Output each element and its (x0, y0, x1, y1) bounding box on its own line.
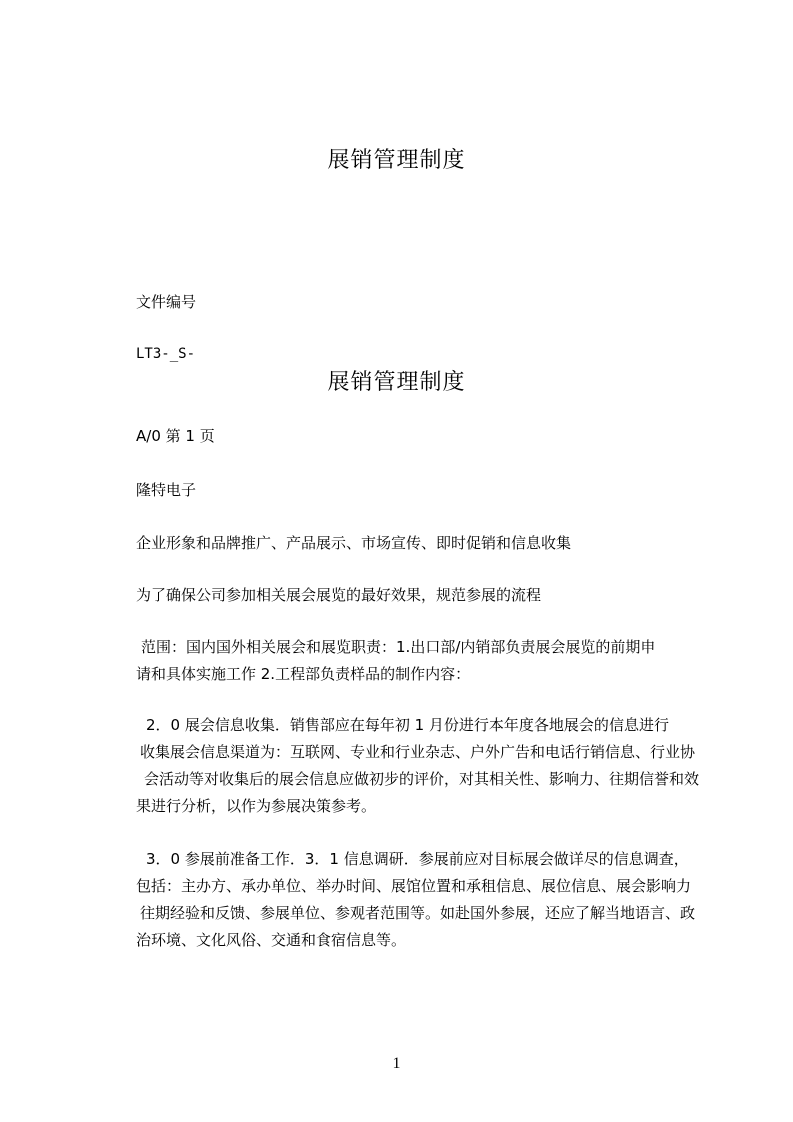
section-2-line: 会活动等对收集后的展会信息应做初步的评价，对其相关性、影响力、往期信誉和效 (144, 770, 700, 788)
file-number-value: LT3-_S- (136, 346, 196, 362)
section-3-line: 治环境、文化风俗、交通和食宿信息等。 (136, 931, 407, 949)
page-number: 1 (392, 1055, 401, 1072)
company-name: 隆特电子 (136, 481, 197, 499)
section-2-line: 2．0 展会信息收集．销售部应在每年初 1 月份进行本年度各地展会的信息进行 (146, 716, 669, 734)
file-number-label: 文件编号 (136, 293, 197, 311)
section-3-line: 包括：主办方、承办单位、举办时间、展馆位置和承租信息、展位信息、展会影响力 (136, 877, 692, 895)
section-3-paragraph (136, 846, 711, 954)
section-3-line: 往期经验和反馈、参展单位、参观者范围等。如赴国外参展，还应了解当地语言、政 (140, 904, 696, 922)
scope-line: 范围：国内国外相关展会和展览职责：1.出口部/内销部负责展会展览的前期申 (141, 638, 656, 656)
section-2-line: 果进行分析，以作为参展决策参考。 (136, 797, 377, 815)
section-3-line: 3．0 参展前准备工作．3．1 信息调研．参展前应对目标展会做详尽的信息调查， (146, 850, 689, 868)
document-title: 展销管理制度 (327, 148, 466, 173)
section-2-paragraph (136, 712, 711, 820)
scope-line: 请和具体实施工作 2.工程部负责样品的制作内容： (136, 665, 471, 683)
aim-text: 为了确保公司参加相关展会展览的最好效果，规范参展的流程 (136, 586, 542, 604)
scope-paragraph (136, 634, 711, 688)
purpose-text: 企业形象和品牌推广、产品展示、市场宣传、即时促销和信息收集 (136, 534, 572, 552)
version-page-info: A/0 第 1 页 (136, 427, 215, 445)
document-title-repeat: 展销管理制度 (327, 370, 466, 395)
section-2-line: 收集展会信息渠道为：互联网、专业和行业杂志、户外广告和电话行销信息、行业协 (140, 743, 696, 761)
